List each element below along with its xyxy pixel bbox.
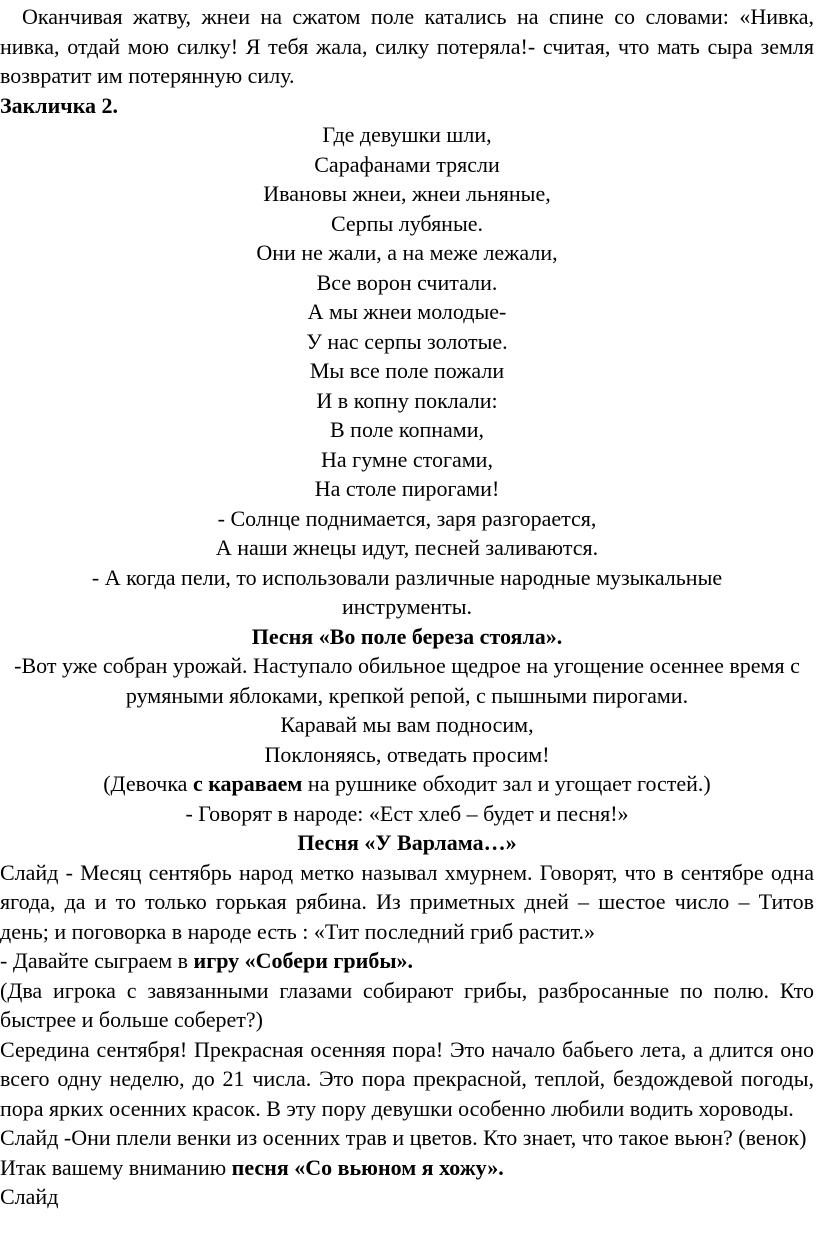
- poem-line: На столе пирогами!: [314, 476, 500, 501]
- harvest-paragraph: -Вот уже собран урожай. Наступало обильное щедрое на угощение осеннее время с румяными яблоками, крепкой репой, с пышными пирогами.: [14, 653, 800, 708]
- poem-line: И в копну поклали:: [316, 387, 498, 413]
- game-title: игру «Собери грибы».: [193, 948, 413, 973]
- song-3-line: [0, 1153, 814, 1183]
- poem-line: На гумне стогами,: [321, 446, 493, 472]
- poem-line: Все ворон считали.: [316, 269, 498, 295]
- slide-wreaths-paragraph: Слайд -Они плели венки из осенних трав и цветов. Кто знает, что такое вьюн? (венок): [0, 1125, 807, 1150]
- mid-september-paragraph: Середина сентября! Прекрасная осенняя пора! Это начало бабьего лета, а длится оно всего одну неделю, до 21 числа. Это пора прекрасной, теплой, бездождевой погоды, пора ярких осенних красок. В эту пору девушки особенно любили водить хороводы.: [0, 1036, 814, 1121]
- song-title-2: Песня «У Варлама…»: [297, 830, 517, 855]
- song-title-1: Песня «Во поле береза стояла».: [251, 623, 563, 649]
- girl-note-before: (Девочка: [103, 771, 193, 796]
- game-note: (Два игрока с завязанными глазами собирают грибы, разбросанные по полю. Кто быстрее и больше соберет?): [0, 977, 814, 1032]
- game-line: [0, 946, 814, 976]
- poem-line: А мы жнеи молодые-: [307, 299, 507, 324]
- song-3-before: Итак вашему вниманию: [0, 1154, 232, 1180]
- karavai-line: Каравай мы вам подносим,: [280, 712, 534, 737]
- saying-line: - Говорят в народе: «Ест хлеб – будет и песня!»: [185, 800, 629, 826]
- poem-line: В поле копнами,: [330, 417, 484, 442]
- poem-line: Они не жали, а на меже лежали,: [256, 240, 558, 265]
- poem-line: - А когда пели, то использовали различные народные музыкальные инструменты.: [91, 564, 723, 619]
- poem-line: Ивановы жнеи, жнеи льняные,: [263, 181, 551, 206]
- girl-note-after: на рушнике обходит зал и угощает гостей.): [302, 771, 711, 796]
- karavai-line: Поклоняясь, отведать просим!: [264, 741, 550, 767]
- intro-paragraph: Оканчивая жатву, жнеи на сжатом поле катались на спине со словами: «Нивка, нивка, отдай мою силку! Я тебя жала, силку потеряла!- считая, что мать сыра земля возвратит им потерянную силу.: [0, 4, 814, 88]
- slide-september-paragraph: Слайд - Месяц сентябрь народ метко называл хмурнем. Говорят, что в сентябре одна ягода, да и то только горькая рябина. Из приметных дней – шестое число – Титов день; и поговорка в народе есть : «Тит последний гриб растит.»: [0, 859, 814, 944]
- girl-note-bold: с караваем: [192, 771, 303, 796]
- final-slide-label: Слайд: [0, 1184, 59, 1209]
- poem-line: Серпы лубяные.: [330, 210, 484, 236]
- heading-zaklichka: Закличка 2.: [0, 92, 119, 118]
- document-body: [0, 2, 814, 1212]
- poem-line: - Солнце поднимается, заря разгорается,: [217, 505, 597, 531]
- poem-line: Сарафанами трясли: [314, 151, 500, 177]
- poem-line: Мы все поле пожали: [309, 358, 505, 383]
- poem-line: Где девушки шли,: [322, 122, 492, 147]
- song-title-3: песня «Со вьюном я хожу».: [231, 1154, 504, 1180]
- poem-line: А наши жнецы идут, песней заливаются.: [215, 535, 599, 560]
- poem-line: У нас серпы золотые.: [306, 328, 508, 354]
- poem-block: [0, 120, 814, 622]
- girl-note: [0, 769, 814, 799]
- game-line-before: - Давайте сыграем в: [0, 948, 194, 973]
